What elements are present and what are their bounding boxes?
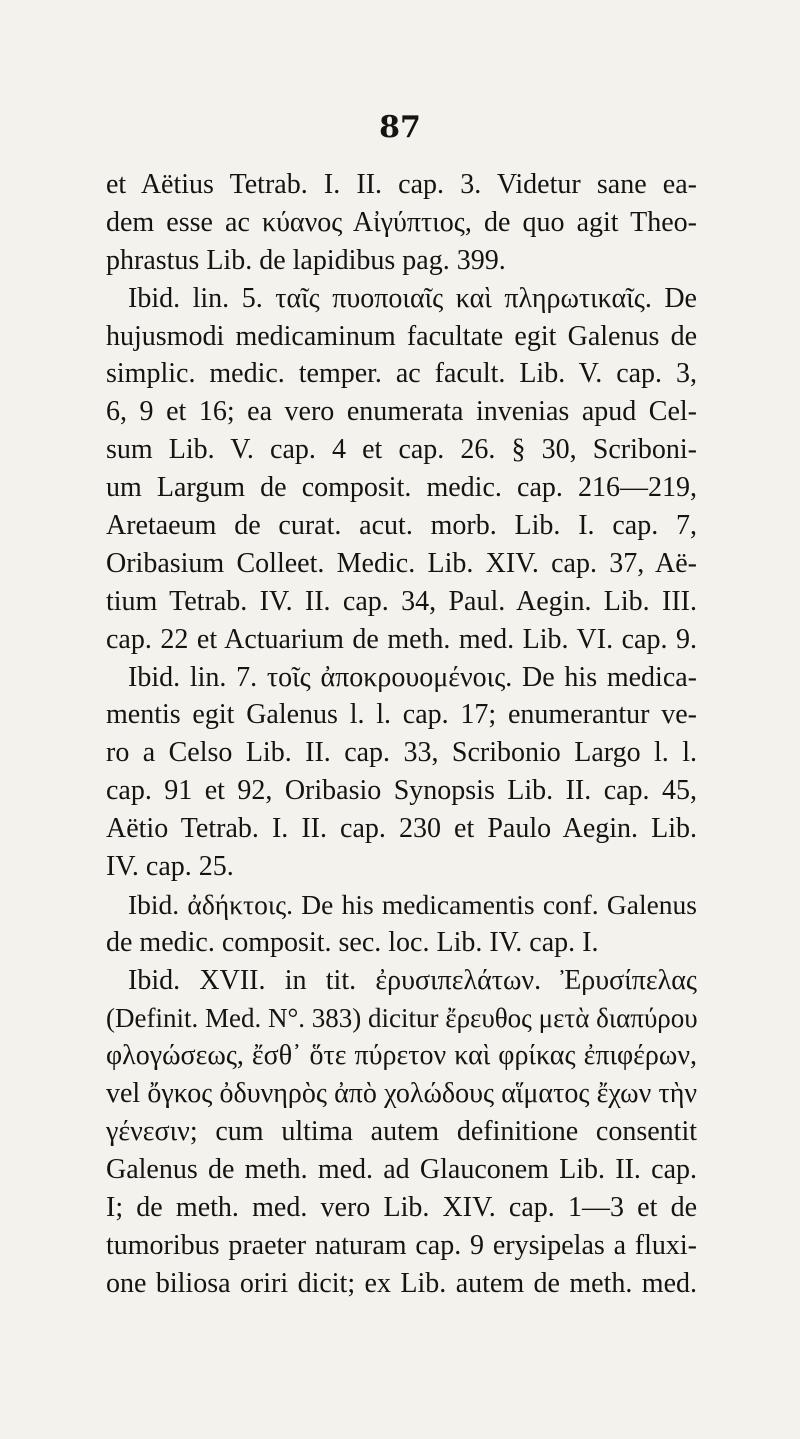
text-line: tium Tetrab. IV. II. cap. 34, Paul. Aegin. Lib. III. xyxy=(106,585,697,617)
text-line: (Definit. Med. N°. 383) dicitur ἔρευθος μετὰ διαπύρου xyxy=(106,1002,698,1033)
text-line: mentis egit Galenus l. l. cap. 17; enumerantur ve- xyxy=(106,699,697,731)
text-line: φλογώσεως, ἔσθ᾽ ὅτε πύρετον καὶ φρίκας ἐπιφέρων, xyxy=(106,1040,697,1072)
body-text xyxy=(106,166,697,1303)
text-line: et Aëtius Tetrab. I. II. cap. 3. Videtur sane ea- xyxy=(106,169,697,200)
text-line: vel ὄγκος ὀδυνηρὸς ἀπὸ χολώδους αἵματος ἔχων τὴν xyxy=(106,1078,697,1110)
text-line: cap. 22 et Actuarium de meth. med. Lib. VI. cap. 9. xyxy=(106,623,697,655)
text-line: hujusmodi medicaminum facultate egit Galenus de xyxy=(106,320,697,352)
text-line: Ibid. lin. 7. τοῖς ἀποκρουομένοις. De his medica- xyxy=(128,661,697,693)
text-line: dem esse ac κύανος Αἰγύπτιος, de quo agit Theo- xyxy=(106,206,697,238)
text-line: Ibid. XVII. in tit. ἐρυσιπελάτων. Ἐρυσίπελας xyxy=(128,964,697,996)
text-line: one biliosa oriri dicit; ex Lib. autem de meth. med. xyxy=(106,1267,697,1299)
text-line: ro a Celso Lib. II. cap. 33, Scribonio Largo l. l. xyxy=(106,737,697,769)
text-line: cap. 91 et 92, Oribasio Synopsis Lib. II. cap. 45, xyxy=(106,775,697,807)
text-line: phrastus Lib. de lapidibus pag. 399. xyxy=(106,244,506,276)
text-line: Galenus de meth. med. ad Glauconem Lib. II. cap. xyxy=(106,1154,697,1186)
text-line: Oribasium Colleet. Medic. Lib. XIV. cap. 37, Aë- xyxy=(106,547,697,579)
text-line: simplic. medic. temper. ac facult. Lib. V. cap. 3, xyxy=(106,358,697,390)
text-line: um Largum de composit. medic. cap. 216—219, xyxy=(106,472,697,504)
page-number: 87 xyxy=(379,110,421,145)
text-line: tumoribus praeter naturam cap. 9 erysipelas a fluxi- xyxy=(106,1229,697,1261)
text-line: Ibid. ἀδήκτοις. De his medicamentis conf. Galenus xyxy=(128,888,697,920)
text-line: γένεσιν; cum ultima autem definitione consentit xyxy=(106,1116,697,1148)
text-line: 6, 9 et 16; ea vero enumerata invenias apud Cel- xyxy=(106,396,697,428)
text-line: Ibid. lin. 5. ταῖς πυοποιαῖς καὶ πληρωτικαῖς. De xyxy=(128,282,697,314)
text-line: IV. cap. 25. xyxy=(106,851,234,883)
text-line: Aretaeum de curat. acut. morb. Lib. I. cap. 7, xyxy=(106,510,697,542)
text-line: de medic. composit. sec. loc. Lib. IV. cap. I. xyxy=(106,926,599,958)
text-line: sum Lib. V. cap. 4 et cap. 26. § 30, Scriboni- xyxy=(106,434,697,466)
text-line: Aëtio Tetrab. I. II. cap. 230 et Paulo Aegin. Lib. xyxy=(106,813,697,845)
text-line: I; de meth. med. vero Lib. XIV. cap. 1—3 et de xyxy=(106,1192,697,1224)
